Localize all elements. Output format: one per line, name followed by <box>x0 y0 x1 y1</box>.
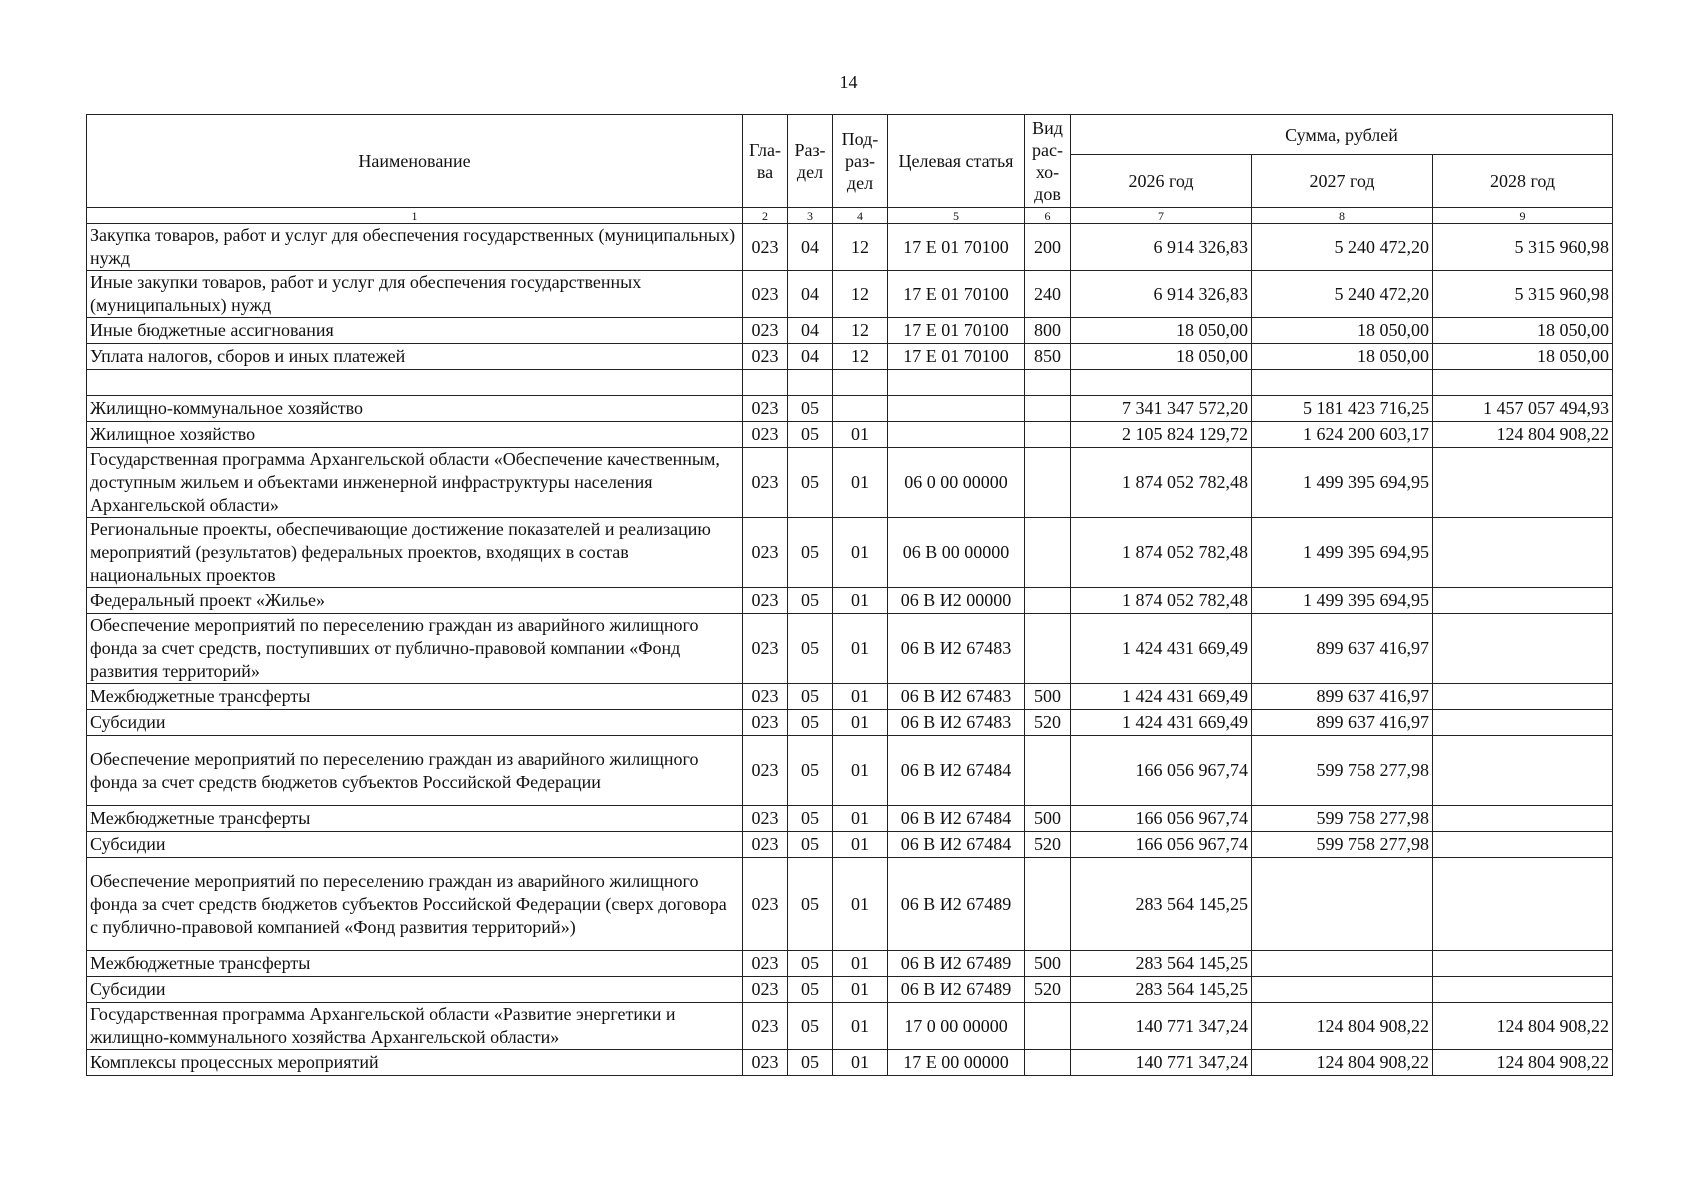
row-name: Межбюджетные трансферты <box>87 684 743 710</box>
row-subsection: 01 <box>833 736 888 806</box>
row-amount-2026: 1 424 431 669,49 <box>1071 614 1252 684</box>
row-expense-type: 800 <box>1025 318 1071 344</box>
row-subsection: 12 <box>833 318 888 344</box>
row-section: 05 <box>788 806 833 832</box>
row-section: 05 <box>788 1003 833 1050</box>
row-amount-2027 <box>1252 370 1433 396</box>
row-subsection: 12 <box>833 344 888 370</box>
row-chapter: 023 <box>743 518 788 588</box>
table-row <box>87 588 1613 614</box>
row-amount-2026: 2 105 824 129,72 <box>1071 422 1252 448</box>
row-amount-2026: 1 424 431 669,49 <box>1071 684 1252 710</box>
row-expense-type: 500 <box>1025 684 1071 710</box>
row-amount-2028 <box>1433 588 1613 614</box>
row-amount-2028 <box>1433 977 1613 1003</box>
row-expense-type: 850 <box>1025 344 1071 370</box>
table-row <box>87 396 1613 422</box>
row-target: 06 В И2 67483 <box>888 614 1025 684</box>
row-expense-type <box>1025 1050 1071 1076</box>
row-chapter: 023 <box>743 832 788 858</box>
row-amount-2026: 140 771 347,24 <box>1071 1050 1252 1076</box>
row-amount-2028 <box>1433 370 1613 396</box>
row-amount-2028: 124 804 908,22 <box>1433 422 1613 448</box>
row-target: 06 В И2 67483 <box>888 710 1025 736</box>
row-amount-2027 <box>1252 858 1433 951</box>
row-chapter: 023 <box>743 684 788 710</box>
row-amount-2028 <box>1433 614 1613 684</box>
row-chapter: 023 <box>743 422 788 448</box>
row-target: 06 В И2 67484 <box>888 832 1025 858</box>
row-target: 17 0 00 00000 <box>888 1003 1025 1050</box>
row-amount-2027: 5 240 472,20 <box>1252 224 1433 271</box>
row-amount-2028 <box>1433 684 1613 710</box>
table-row <box>87 832 1613 858</box>
row-amount-2027 <box>1252 951 1433 977</box>
row-amount-2026: 6 914 326,83 <box>1071 271 1252 318</box>
row-amount-2028: 124 804 908,22 <box>1433 1003 1613 1050</box>
row-target: 17 Е 01 70100 <box>888 344 1025 370</box>
row-subsection: 01 <box>833 977 888 1003</box>
row-amount-2026: 283 564 145,25 <box>1071 858 1252 951</box>
row-section: 04 <box>788 318 833 344</box>
header-section: Раз-дел <box>788 115 833 208</box>
row-section: 05 <box>788 977 833 1003</box>
row-target: 17 Е 01 70100 <box>888 318 1025 344</box>
row-name: Иные закупки товаров, работ и услуг для обеспечения государственных (муниципальных) нужд <box>87 271 743 318</box>
table-row <box>87 422 1613 448</box>
row-amount-2026: 283 564 145,25 <box>1071 951 1252 977</box>
row-chapter: 023 <box>743 736 788 806</box>
row-amount-2027: 599 758 277,98 <box>1252 832 1433 858</box>
row-subsection: 01 <box>833 448 888 518</box>
row-expense-type <box>1025 422 1071 448</box>
row-section: 05 <box>788 736 833 806</box>
header-year-2026: 2026 год <box>1071 155 1252 208</box>
row-amount-2028: 5 315 960,98 <box>1433 224 1613 271</box>
row-subsection: 01 <box>833 684 888 710</box>
table-row <box>87 951 1613 977</box>
header-year-2028: 2028 год <box>1433 155 1613 208</box>
row-name: Субсидии <box>87 710 743 736</box>
row-amount-2026: 140 771 347,24 <box>1071 1003 1252 1050</box>
column-number: 5 <box>888 208 1025 224</box>
row-chapter: 023 <box>743 588 788 614</box>
row-amount-2028: 124 804 908,22 <box>1433 1050 1613 1076</box>
row-amount-2027 <box>1252 977 1433 1003</box>
row-target <box>888 422 1025 448</box>
row-subsection: 01 <box>833 614 888 684</box>
table-row <box>87 224 1613 271</box>
header-subsection: Под-раз-дел <box>833 115 888 208</box>
row-name: Обеспечение мероприятий по переселению граждан из аварийного жилищного фонда за счет средств, поступивших от публично-правовой компании «Фонд развития территорий» <box>87 614 743 684</box>
row-section: 05 <box>788 951 833 977</box>
row-amount-2027: 124 804 908,22 <box>1252 1003 1433 1050</box>
row-target: 17 Е 00 00000 <box>888 1050 1025 1076</box>
table-row <box>87 710 1613 736</box>
row-subsection: 01 <box>833 951 888 977</box>
row-section: 04 <box>788 271 833 318</box>
row-amount-2027: 18 050,00 <box>1252 318 1433 344</box>
row-amount-2027: 18 050,00 <box>1252 344 1433 370</box>
row-chapter: 023 <box>743 224 788 271</box>
table-row <box>87 614 1613 684</box>
row-amount-2026: 1 424 431 669,49 <box>1071 710 1252 736</box>
row-subsection <box>833 396 888 422</box>
column-number: 9 <box>1433 208 1613 224</box>
row-amount-2028 <box>1433 448 1613 518</box>
budget-table <box>86 114 1613 1076</box>
row-amount-2027: 124 804 908,22 <box>1252 1050 1433 1076</box>
row-target: 06 0 00 00000 <box>888 448 1025 518</box>
row-chapter: 023 <box>743 977 788 1003</box>
row-chapter: 023 <box>743 858 788 951</box>
row-subsection: 01 <box>833 806 888 832</box>
row-chapter: 023 <box>743 318 788 344</box>
row-section: 05 <box>788 396 833 422</box>
row-name: Субсидии <box>87 832 743 858</box>
row-name <box>87 370 743 396</box>
row-name: Уплата налогов, сборов и иных платежей <box>87 344 743 370</box>
row-chapter: 023 <box>743 806 788 832</box>
row-expense-type <box>1025 1003 1071 1050</box>
table-row <box>87 736 1613 806</box>
row-amount-2028: 1 457 057 494,93 <box>1433 396 1613 422</box>
row-name: Закупка товаров, работ и услуг для обеспечения государственных (муниципальных) нужд <box>87 224 743 271</box>
column-number: 1 <box>87 208 743 224</box>
row-name: Государственная программа Архангельской области «Обеспечение качественным, доступным жильем и объектами инженерной инфраструктуры населения Архангельской области» <box>87 448 743 518</box>
row-expense-type: 240 <box>1025 271 1071 318</box>
row-expense-type: 500 <box>1025 951 1071 977</box>
row-name: Обеспечение мероприятий по переселению граждан из аварийного жилищного фонда за счет средств бюджетов субъектов Российской Федерации (сверх договора с публично-правовой компанией «Фонд развития территорий») <box>87 858 743 951</box>
row-section <box>788 370 833 396</box>
row-amount-2026: 166 056 967,74 <box>1071 832 1252 858</box>
row-expense-type: 200 <box>1025 224 1071 271</box>
row-amount-2027: 5 181 423 716,25 <box>1252 396 1433 422</box>
row-expense-type <box>1025 370 1071 396</box>
row-expense-type <box>1025 396 1071 422</box>
row-section: 05 <box>788 448 833 518</box>
row-amount-2028 <box>1433 710 1613 736</box>
table-row <box>87 684 1613 710</box>
row-subsection: 12 <box>833 271 888 318</box>
row-expense-type <box>1025 614 1071 684</box>
table-row <box>87 858 1613 951</box>
row-name: Жилищно-коммунальное хозяйство <box>87 396 743 422</box>
page-number: 14 <box>839 72 858 92</box>
row-amount-2026: 18 050,00 <box>1071 318 1252 344</box>
row-target <box>888 370 1025 396</box>
row-section: 05 <box>788 588 833 614</box>
header-sum: Сумма, рублей <box>1071 115 1613 155</box>
row-amount-2026: 6 914 326,83 <box>1071 224 1252 271</box>
row-name: Межбюджетные трансферты <box>87 951 743 977</box>
row-amount-2026: 166 056 967,74 <box>1071 736 1252 806</box>
row-amount-2027: 5 240 472,20 <box>1252 271 1433 318</box>
row-section: 05 <box>788 832 833 858</box>
table-row <box>87 806 1613 832</box>
row-amount-2028 <box>1433 736 1613 806</box>
row-amount-2028 <box>1433 518 1613 588</box>
row-name: Обеспечение мероприятий по переселению граждан из аварийного жилищного фонда за счет средств бюджетов субъектов Российской Федерации <box>87 736 743 806</box>
row-name: Федеральный проект «Жилье» <box>87 588 743 614</box>
row-amount-2026 <box>1071 370 1252 396</box>
row-amount-2026: 1 874 052 782,48 <box>1071 448 1252 518</box>
row-expense-type: 500 <box>1025 806 1071 832</box>
row-section: 05 <box>788 858 833 951</box>
table-row <box>87 344 1613 370</box>
row-expense-type <box>1025 448 1071 518</box>
header-year-2027: 2027 год <box>1252 155 1433 208</box>
row-name: Комплексы процессных мероприятий <box>87 1050 743 1076</box>
row-amount-2027: 1 499 395 694,95 <box>1252 518 1433 588</box>
column-number-row <box>87 208 1613 224</box>
row-target: 06 В И2 67489 <box>888 977 1025 1003</box>
row-target: 06 В И2 67484 <box>888 806 1025 832</box>
table-row <box>87 370 1613 396</box>
column-number: 2 <box>743 208 788 224</box>
row-amount-2026: 18 050,00 <box>1071 344 1252 370</box>
row-target: 17 Е 01 70100 <box>888 224 1025 271</box>
row-amount-2027: 899 637 416,97 <box>1252 614 1433 684</box>
row-target: 06 В И2 67489 <box>888 951 1025 977</box>
row-section: 04 <box>788 224 833 271</box>
table-row <box>87 1003 1613 1050</box>
row-amount-2027: 1 624 200 603,17 <box>1252 422 1433 448</box>
row-subsection: 01 <box>833 518 888 588</box>
row-amount-2026: 283 564 145,25 <box>1071 977 1252 1003</box>
row-amount-2027: 899 637 416,97 <box>1252 684 1433 710</box>
row-subsection: 12 <box>833 224 888 271</box>
row-expense-type <box>1025 858 1071 951</box>
row-target: 17 Е 01 70100 <box>888 271 1025 318</box>
row-target: 06 В И2 00000 <box>888 588 1025 614</box>
table-row <box>87 271 1613 318</box>
row-name: Субсидии <box>87 977 743 1003</box>
table-row <box>87 1050 1613 1076</box>
row-amount-2026: 1 874 052 782,48 <box>1071 518 1252 588</box>
row-section: 05 <box>788 614 833 684</box>
row-chapter: 023 <box>743 951 788 977</box>
row-subsection: 01 <box>833 710 888 736</box>
row-expense-type: 520 <box>1025 832 1071 858</box>
table-body <box>87 224 1613 1076</box>
row-amount-2027: 599 758 277,98 <box>1252 736 1433 806</box>
row-section: 05 <box>788 518 833 588</box>
row-target: 06 В И2 67483 <box>888 684 1025 710</box>
row-section: 05 <box>788 422 833 448</box>
row-expense-type <box>1025 736 1071 806</box>
row-expense-type <box>1025 518 1071 588</box>
row-subsection: 01 <box>833 422 888 448</box>
row-amount-2028: 5 315 960,98 <box>1433 271 1613 318</box>
column-number: 8 <box>1252 208 1433 224</box>
row-amount-2026: 166 056 967,74 <box>1071 806 1252 832</box>
row-section: 04 <box>788 344 833 370</box>
table-row <box>87 518 1613 588</box>
table-row <box>87 318 1613 344</box>
row-subsection: 01 <box>833 1003 888 1050</box>
row-amount-2026: 7 341 347 572,20 <box>1071 396 1252 422</box>
row-subsection: 01 <box>833 588 888 614</box>
row-target <box>888 396 1025 422</box>
row-amount-2028: 18 050,00 <box>1433 344 1613 370</box>
row-amount-2028 <box>1433 951 1613 977</box>
row-chapter: 023 <box>743 271 788 318</box>
row-chapter: 023 <box>743 614 788 684</box>
row-chapter: 023 <box>743 1050 788 1076</box>
column-number: 3 <box>788 208 833 224</box>
row-section: 05 <box>788 684 833 710</box>
column-number: 7 <box>1071 208 1252 224</box>
row-section: 05 <box>788 1050 833 1076</box>
row-chapter: 023 <box>743 396 788 422</box>
row-name: Государственная программа Архангельской области «Развитие энергетики и жилищно-коммунального хозяйства Архангельской области» <box>87 1003 743 1050</box>
row-expense-type <box>1025 588 1071 614</box>
column-number: 6 <box>1025 208 1071 224</box>
row-name: Межбюджетные трансферты <box>87 806 743 832</box>
header-target: Целевая статья <box>888 115 1025 208</box>
row-subsection <box>833 370 888 396</box>
row-chapter: 023 <box>743 448 788 518</box>
table-row <box>87 977 1613 1003</box>
row-amount-2028 <box>1433 806 1613 832</box>
row-amount-2027: 1 499 395 694,95 <box>1252 588 1433 614</box>
header-expense-type: Вид рас-хо-дов <box>1025 115 1071 208</box>
row-chapter: 023 <box>743 710 788 736</box>
row-amount-2028 <box>1433 858 1613 951</box>
row-chapter <box>743 370 788 396</box>
table-row <box>87 448 1613 518</box>
row-subsection: 01 <box>833 1050 888 1076</box>
header-chapter: Гла-ва <box>743 115 788 208</box>
row-expense-type: 520 <box>1025 710 1071 736</box>
row-subsection: 01 <box>833 858 888 951</box>
row-expense-type: 520 <box>1025 977 1071 1003</box>
column-number: 4 <box>833 208 888 224</box>
row-amount-2027: 1 499 395 694,95 <box>1252 448 1433 518</box>
row-name: Жилищное хозяйство <box>87 422 743 448</box>
row-subsection: 01 <box>833 832 888 858</box>
row-target: 06 В 00 00000 <box>888 518 1025 588</box>
row-amount-2027: 599 758 277,98 <box>1252 806 1433 832</box>
row-chapter: 023 <box>743 1003 788 1050</box>
row-name: Региональные проекты, обеспечивающие достижение показателей и реализацию мероприятий (результатов) федеральных проектов, входящих в состав национальных проектов <box>87 518 743 588</box>
row-amount-2026: 1 874 052 782,48 <box>1071 588 1252 614</box>
row-target: 06 В И2 67484 <box>888 736 1025 806</box>
header-name: Наименование <box>87 115 743 208</box>
row-chapter: 023 <box>743 344 788 370</box>
row-name: Иные бюджетные ассигнования <box>87 318 743 344</box>
row-amount-2028: 18 050,00 <box>1433 318 1613 344</box>
row-section: 05 <box>788 710 833 736</box>
row-amount-2028 <box>1433 832 1613 858</box>
row-amount-2027: 899 637 416,97 <box>1252 710 1433 736</box>
row-target: 06 В И2 67489 <box>888 858 1025 951</box>
